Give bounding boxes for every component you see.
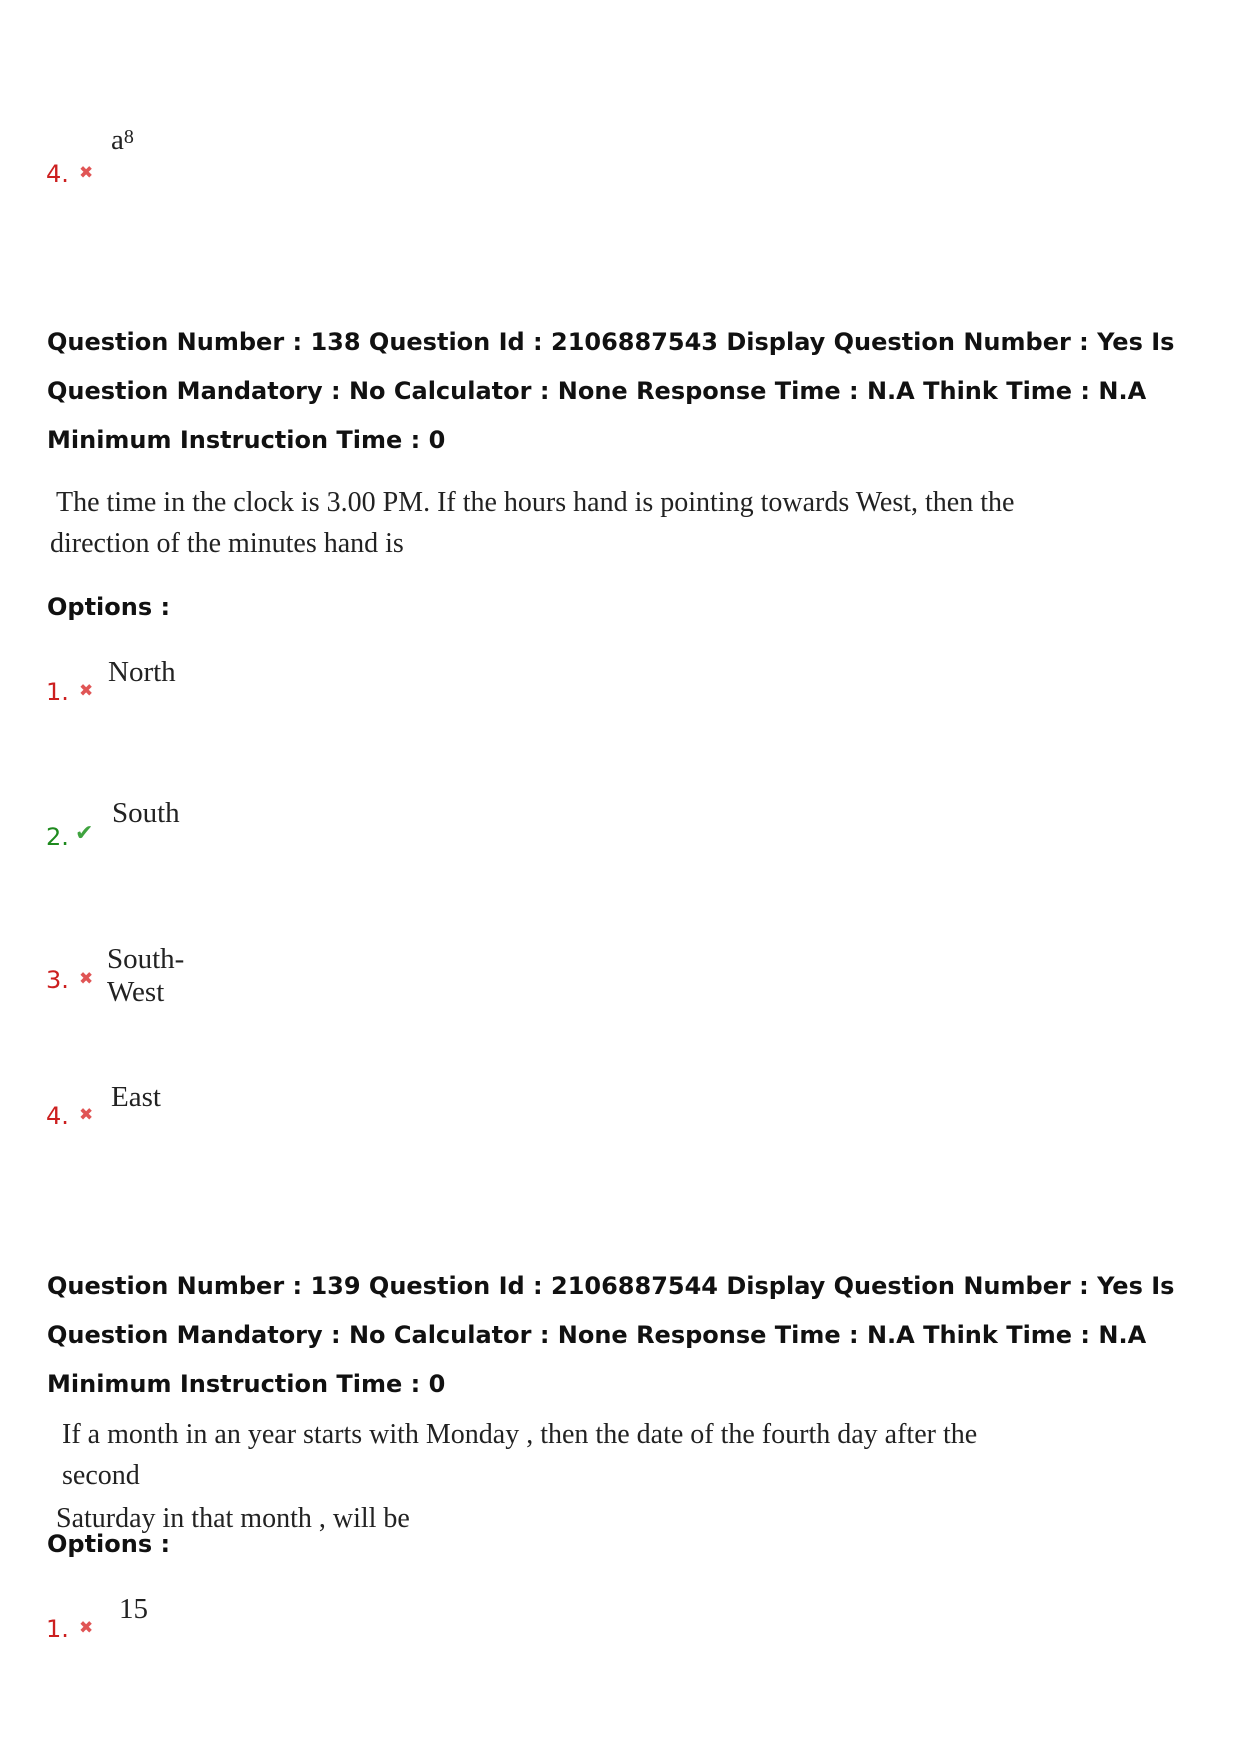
check-mark-icon: ✔ [75, 821, 94, 846]
question-text-line: Saturday in that month , will be [56, 1503, 410, 1534]
cross-mark-icon: ✖ [79, 163, 94, 183]
cross-mark-icon: ✖ [79, 1105, 94, 1125]
cross-mark-icon: ✖ [79, 969, 94, 989]
options-label: Options : [47, 1530, 171, 1558]
option-number: 1. [46, 678, 69, 706]
option-text: East [111, 1081, 161, 1113]
option-text: South-West [107, 943, 185, 1008]
exponent: 8 [123, 126, 134, 148]
option-number: 4. [46, 160, 69, 188]
option-number: 2. [46, 823, 69, 851]
question-header: Question Number : 139 Question Id : 2106887544 Display Question Number : Yes Is Question Mandatory : No Calculator : None Response Time : N.A Think Time : N.A Minimum Instruction Time : 0 [47, 1272, 1175, 1398]
question-text [50, 482, 1050, 564]
options-label: Options : [47, 593, 171, 621]
option-text: $a^8$ [111, 124, 134, 156]
option-text: North [108, 656, 176, 688]
question-header: Question Number : 138 Question Id : 2106887543 Display Question Number : Yes Is Question Mandatory : No Calculator : None Response Time : N.A Think Time : N.A Minimum Instruction Time : 0 [47, 328, 1175, 454]
option-text: South [112, 797, 180, 829]
option-number: 4. [46, 1102, 69, 1130]
question-text-line: If a month in an year starts with Monday , then the date of the fourth day after the second [62, 1419, 978, 1491]
option-number: 3. [46, 966, 69, 994]
question-text-line: direction of the minutes hand is [50, 528, 404, 559]
cross-mark-icon: ✖ [79, 1618, 94, 1638]
question-text-line: The time in the clock is 3.00 PM. If the hours hand is pointing towards West, then the [56, 487, 1015, 518]
cross-mark-icon: ✖ [79, 681, 94, 701]
option-number: 1. [46, 1615, 69, 1643]
option-text: 15 [119, 1593, 148, 1625]
question-text [56, 1414, 1056, 1539]
